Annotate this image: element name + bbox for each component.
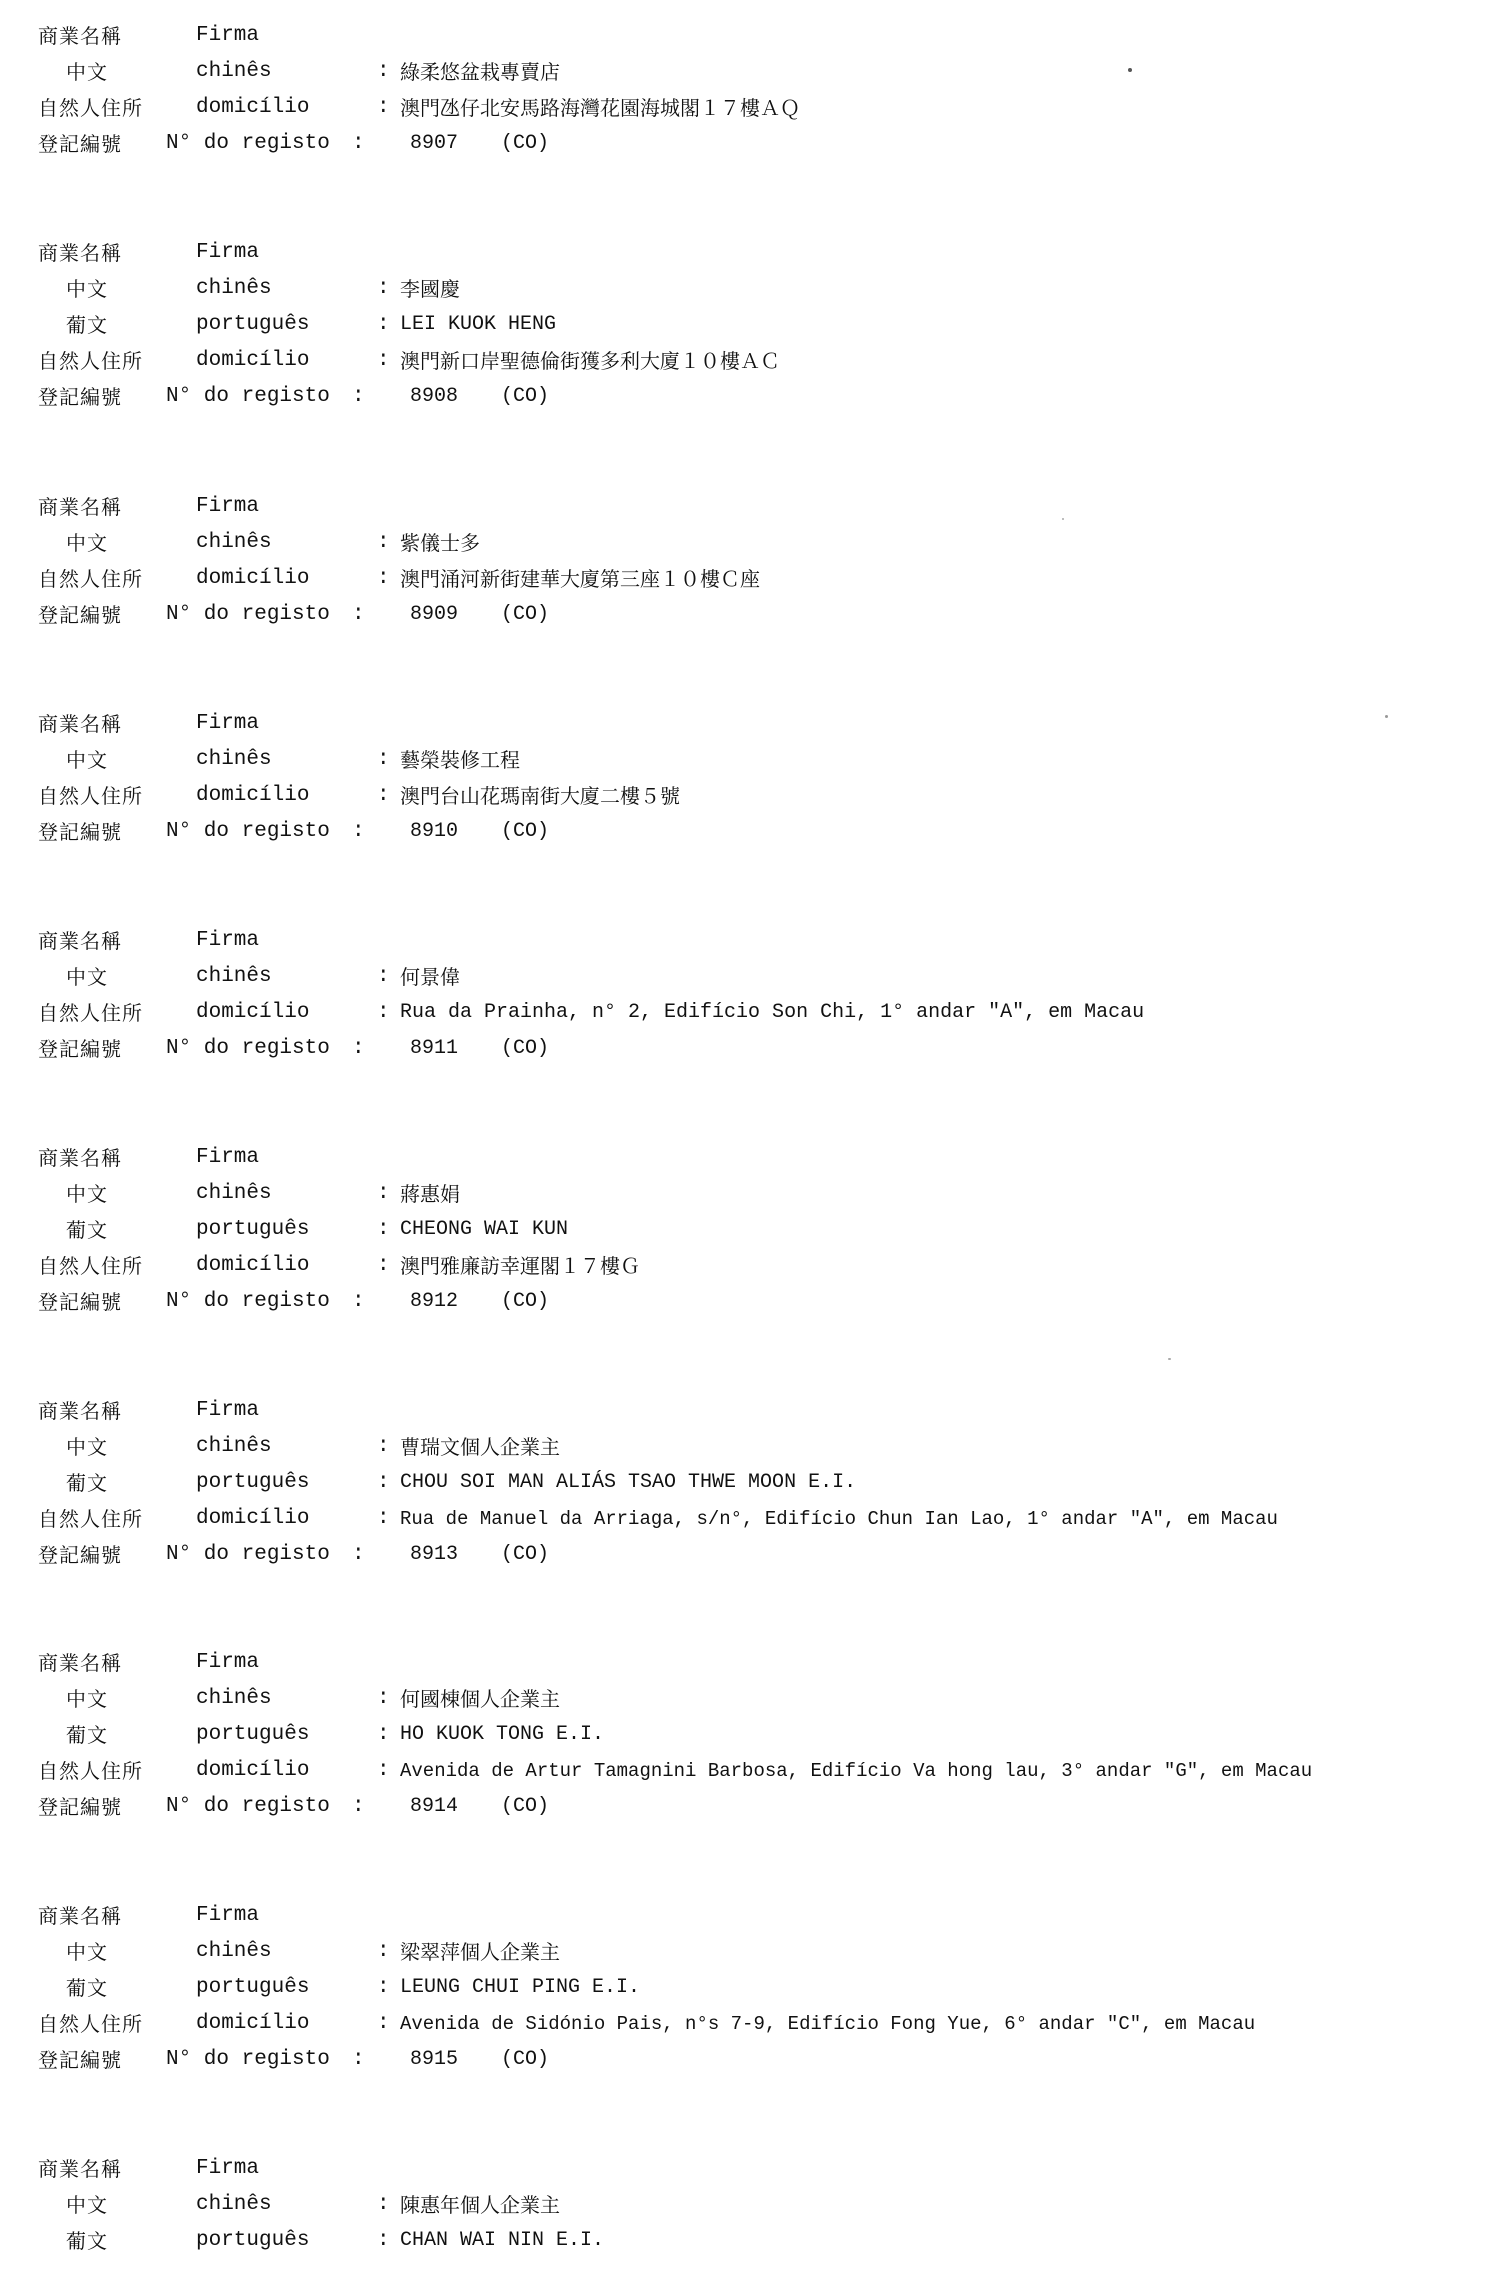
firma-label-pt: Firma <box>196 712 260 735</box>
firma-label-pt: Firma <box>196 495 260 518</box>
registo-number: 8913 <box>410 1543 459 1566</box>
colon: : <box>377 1687 390 1710</box>
colon: : <box>377 349 390 372</box>
domicilio-label-zh: 自然人住所 <box>38 2012 143 2036</box>
colon: : <box>352 1290 365 1313</box>
domicilio-label-zh: 自然人住所 <box>38 1001 143 1025</box>
domicilio-label-pt: domicílio <box>196 349 310 372</box>
chines-label-zh: 中文 <box>66 277 108 301</box>
colon: : <box>377 1723 390 1746</box>
firma-row <box>38 1140 1498 1176</box>
registry-entry <box>38 1645 1498 1825</box>
domicilio-label-zh: 自然人住所 <box>38 96 143 120</box>
registo-label-zh: 登記編號 <box>38 1795 122 1819</box>
chines-row <box>38 1429 1498 1465</box>
registo-number: 8911 <box>410 1037 459 1060</box>
colon: : <box>377 1001 390 1024</box>
firma-label-pt: Firma <box>196 1399 260 1422</box>
colon: : <box>377 2193 390 2216</box>
domicilio-row <box>38 2006 1498 2042</box>
registo-label-pt: N° do registo <box>166 1795 330 1818</box>
domicilio-label-zh: 自然人住所 <box>38 784 143 808</box>
registo-label-pt: N° do registo <box>166 385 330 408</box>
domicilio-label-zh: 自然人住所 <box>38 1254 143 1278</box>
portugues-row <box>38 1970 1498 2006</box>
registry-entry <box>38 235 1498 415</box>
chines-value: 何國棟個人企業主 <box>400 1687 560 1711</box>
colon: : <box>377 1218 390 1241</box>
domicilio-label-zh: 自然人住所 <box>38 1507 143 1531</box>
colon: : <box>352 1543 365 1566</box>
domicilio-label-pt: domicílio <box>196 784 310 807</box>
domicilio-value: 澳門新口岸聖德倫街獲多利大廈１０樓ＡＣ <box>400 349 780 373</box>
domicilio-row <box>38 90 1498 126</box>
domicilio-row <box>38 561 1498 597</box>
domicilio-row <box>38 778 1498 814</box>
chines-label-zh: 中文 <box>66 60 108 84</box>
scan-speck <box>1168 1358 1171 1360</box>
registo-tag: (CO) <box>501 1795 550 1818</box>
colon: : <box>352 820 365 843</box>
firma-row <box>38 1898 1498 1934</box>
domicilio-label-zh: 自然人住所 <box>38 1759 143 1783</box>
scan-speck <box>1128 68 1132 72</box>
domicilio-value: 澳門雅廉訪幸運閣１７樓Ｇ <box>400 1254 640 1278</box>
registo-label-zh: 登記編號 <box>38 1290 122 1314</box>
colon: : <box>377 1254 390 1277</box>
colon: : <box>377 1471 390 1494</box>
registo-label-pt: N° do registo <box>166 132 330 155</box>
registo-label-zh: 登記編號 <box>38 1543 122 1567</box>
registo-tag: (CO) <box>501 1543 550 1566</box>
firma-label-pt: Firma <box>196 1651 260 1674</box>
registry-entry <box>38 489 1498 633</box>
portugues-row <box>38 1465 1498 1501</box>
chines-label-zh: 中文 <box>66 748 108 772</box>
colon: : <box>377 1976 390 1999</box>
chines-label-pt: chinês <box>196 277 272 300</box>
chines-label-zh: 中文 <box>66 1940 108 1964</box>
domicilio-label-zh: 自然人住所 <box>38 567 143 591</box>
firma-label-zh: 商業名稱 <box>38 495 122 519</box>
firma-label-zh: 商業名稱 <box>38 2157 122 2181</box>
firma-row <box>38 923 1498 959</box>
firma-row <box>38 489 1498 525</box>
registo-label-zh: 登記編號 <box>38 603 122 627</box>
colon: : <box>352 603 365 626</box>
registry-entry <box>38 706 1498 850</box>
registo-label-pt: N° do registo <box>166 1543 330 1566</box>
registo-row <box>38 1031 1498 1067</box>
portugues-row <box>38 1212 1498 1248</box>
registo-number: 8910 <box>410 820 459 843</box>
domicilio-label-pt: domicílio <box>196 96 310 119</box>
registry-entry <box>38 1140 1498 1320</box>
domicilio-label-pt: domicílio <box>196 1507 310 1530</box>
domicilio-value: 澳門涌河新街建華大廈第三座１０樓Ｃ座 <box>400 567 760 591</box>
chines-row <box>38 1681 1498 1717</box>
chines-value: 陳惠年個人企業主 <box>400 2193 560 2217</box>
registo-tag: (CO) <box>501 2048 550 2071</box>
registo-tag: (CO) <box>501 1290 550 1313</box>
chines-row <box>38 54 1498 90</box>
registo-row <box>38 1537 1498 1573</box>
colon: : <box>377 1435 390 1458</box>
chines-label-zh: 中文 <box>66 1182 108 1206</box>
registo-tag: (CO) <box>501 132 550 155</box>
chines-label-pt: chinês <box>196 531 272 554</box>
domicilio-value: Rua da Prainha, n° 2, Edifício Son Chi, 1° andar "A", em Macau <box>400 1001 1145 1024</box>
chines-label-pt: chinês <box>196 748 272 771</box>
chines-value: 李國慶 <box>400 277 460 301</box>
portugues-value: CHOU SOI MAN ALIÁS TSAO THWE MOON E.I. <box>400 1471 857 1494</box>
colon: : <box>377 277 390 300</box>
portugues-label-zh: 葡文 <box>66 1976 108 2000</box>
registo-number: 8912 <box>410 1290 459 1313</box>
registo-number: 8907 <box>410 132 459 155</box>
domicilio-label-pt: domicílio <box>196 567 310 590</box>
domicilio-value: 澳門台山花瑪南街大廈二樓５號 <box>400 784 680 808</box>
portugues-row <box>38 307 1498 343</box>
firma-row <box>38 2151 1498 2187</box>
portugues-label-pt: português <box>196 1723 310 1746</box>
firma-label-zh: 商業名稱 <box>38 1904 122 1928</box>
chines-label-zh: 中文 <box>66 1435 108 1459</box>
firma-label-zh: 商業名稱 <box>38 1399 122 1423</box>
chines-label-pt: chinês <box>196 1687 272 1710</box>
registo-number: 8914 <box>410 1795 459 1818</box>
firma-row <box>38 1645 1498 1681</box>
portugues-label-zh: 葡文 <box>66 2229 108 2253</box>
chines-row <box>38 525 1498 561</box>
chines-label-pt: chinês <box>196 965 272 988</box>
colon: : <box>352 385 365 408</box>
portugues-label-pt: português <box>196 2229 310 2252</box>
chines-value: 何景偉 <box>400 965 460 989</box>
chines-value: 綠柔悠盆栽專賣店 <box>400 60 560 84</box>
chines-row <box>38 1934 1498 1970</box>
registo-tag: (CO) <box>501 385 550 408</box>
firma-label-pt: Firma <box>196 241 260 264</box>
firma-label-zh: 商業名稱 <box>38 1651 122 1675</box>
firma-label-zh: 商業名稱 <box>38 929 122 953</box>
chines-row <box>38 959 1498 995</box>
registo-label-zh: 登記編號 <box>38 1037 122 1061</box>
portugues-value: CHAN WAI NIN E.I. <box>400 2229 605 2252</box>
portugues-label-zh: 葡文 <box>66 313 108 337</box>
chines-value: 曹瑞文個人企業主 <box>400 1435 560 1459</box>
registo-label-pt: N° do registo <box>166 1290 330 1313</box>
scan-speck <box>1385 715 1388 718</box>
firma-row <box>38 1393 1498 1429</box>
portugues-row <box>38 2223 1498 2259</box>
registry-entry <box>38 18 1498 162</box>
chines-row <box>38 2187 1498 2223</box>
chines-value: 藝榮裝修工程 <box>400 748 520 772</box>
domicilio-label-pt: domicílio <box>196 1254 310 1277</box>
firma-label-zh: 商業名稱 <box>38 241 122 265</box>
colon: : <box>377 60 390 83</box>
portugues-label-pt: português <box>196 1976 310 1999</box>
domicilio-value: Avenida de Artur Tamagnini Barbosa, Edifício Va hong lau, 3° andar "G", em Macau <box>400 1760 1313 1782</box>
registo-label-zh: 登記編號 <box>38 132 122 156</box>
chines-label-zh: 中文 <box>66 1687 108 1711</box>
colon: : <box>377 1507 390 1530</box>
domicilio-row <box>38 343 1498 379</box>
chines-label-pt: chinês <box>196 60 272 83</box>
chines-label-zh: 中文 <box>66 965 108 989</box>
firma-label-pt: Firma <box>196 1904 260 1927</box>
registo-row <box>38 1284 1498 1320</box>
portugues-label-zh: 葡文 <box>66 1471 108 1495</box>
colon: : <box>377 1940 390 1963</box>
chines-row <box>38 742 1498 778</box>
firma-row <box>38 706 1498 742</box>
portugues-label-pt: português <box>196 1218 310 1241</box>
domicilio-value: Rua de Manuel da Arriaga, s/n°, Edifício Chun Ian Lao, 1° andar "A", em Macau <box>400 1508 1278 1530</box>
colon: : <box>352 2048 365 2071</box>
registo-label-pt: N° do registo <box>166 603 330 626</box>
chines-label-zh: 中文 <box>66 2193 108 2217</box>
registo-row <box>38 126 1498 162</box>
chines-label-pt: chinês <box>196 2193 272 2216</box>
chines-value: 紫儀士多 <box>400 531 480 555</box>
registo-tag: (CO) <box>501 1037 550 1060</box>
portugues-label-zh: 葡文 <box>66 1218 108 1242</box>
colon: : <box>377 2012 390 2035</box>
portugues-label-zh: 葡文 <box>66 1723 108 1747</box>
portugues-value: CHEONG WAI KUN <box>400 1218 569 1241</box>
domicilio-row <box>38 1753 1498 1789</box>
registo-label-pt: N° do registo <box>166 2048 330 2071</box>
chines-value: 蔣惠娟 <box>400 1182 460 1206</box>
domicilio-value: Avenida de Sidónio Pais, n°s 7-9, Edifício Fong Yue, 6° andar "C", em Macau <box>400 2013 1256 2035</box>
registo-row <box>38 2042 1498 2078</box>
registo-row <box>38 597 1498 633</box>
domicilio-label-pt: domicílio <box>196 1759 310 1782</box>
chines-label-pt: chinês <box>196 1182 272 1205</box>
colon: : <box>377 313 390 336</box>
registo-label-zh: 登記編號 <box>38 2048 122 2072</box>
registry-entry <box>38 1393 1498 1573</box>
portugues-value: LEI KUOK HENG <box>400 313 557 336</box>
colon: : <box>377 1759 390 1782</box>
registry-entry <box>38 2151 1498 2259</box>
registo-number: 8908 <box>410 385 459 408</box>
scan-speck <box>1062 518 1064 520</box>
registo-tag: (CO) <box>501 603 550 626</box>
colon: : <box>377 784 390 807</box>
registo-label-pt: N° do registo <box>166 820 330 843</box>
domicilio-value: 澳門氹仔北安馬路海灣花園海城閣１７樓ＡＱ <box>400 96 800 120</box>
firma-label-zh: 商業名稱 <box>38 712 122 736</box>
registry-entry <box>38 923 1498 1067</box>
domicilio-row <box>38 1501 1498 1537</box>
firma-row <box>38 235 1498 271</box>
registo-label-pt: N° do registo <box>166 1037 330 1060</box>
portugues-value: LEUNG CHUI PING E.I. <box>400 1976 641 1999</box>
colon: : <box>352 1795 365 1818</box>
colon: : <box>377 748 390 771</box>
firma-label-zh: 商業名稱 <box>38 24 122 48</box>
registo-tag: (CO) <box>501 820 550 843</box>
chines-row <box>38 1176 1498 1212</box>
firma-label-zh: 商業名稱 <box>38 1146 122 1170</box>
portugues-label-pt: português <box>196 1471 310 1494</box>
chines-label-zh: 中文 <box>66 531 108 555</box>
firma-label-pt: Firma <box>196 24 260 47</box>
colon: : <box>377 96 390 119</box>
registo-number: 8909 <box>410 603 459 626</box>
domicilio-row <box>38 995 1498 1031</box>
chines-label-pt: chinês <box>196 1435 272 1458</box>
registo-label-zh: 登記編號 <box>38 820 122 844</box>
registo-row <box>38 1789 1498 1825</box>
registry-entry <box>38 1898 1498 2078</box>
firma-label-pt: Firma <box>196 929 260 952</box>
colon: : <box>377 2229 390 2252</box>
domicilio-label-pt: domicílio <box>196 2012 310 2035</box>
domicilio-label-zh: 自然人住所 <box>38 349 143 373</box>
chines-row <box>38 271 1498 307</box>
registo-row <box>38 814 1498 850</box>
registo-row <box>38 379 1498 415</box>
portugues-value: HO KUOK TONG E.I. <box>400 1723 605 1746</box>
firma-label-pt: Firma <box>196 1146 260 1169</box>
portugues-row <box>38 1717 1498 1753</box>
chines-label-pt: chinês <box>196 1940 272 1963</box>
colon: : <box>352 132 365 155</box>
firma-label-pt: Firma <box>196 2157 260 2180</box>
colon: : <box>377 567 390 590</box>
firma-row <box>38 18 1498 54</box>
domicilio-label-pt: domicílio <box>196 1001 310 1024</box>
domicilio-row <box>38 1248 1498 1284</box>
colon: : <box>352 1037 365 1060</box>
colon: : <box>377 1182 390 1205</box>
portugues-label-pt: português <box>196 313 310 336</box>
registo-label-zh: 登記編號 <box>38 385 122 409</box>
registo-number: 8915 <box>410 2048 459 2071</box>
colon: : <box>377 531 390 554</box>
chines-value: 梁翠萍個人企業主 <box>400 1940 560 1964</box>
colon: : <box>377 965 390 988</box>
